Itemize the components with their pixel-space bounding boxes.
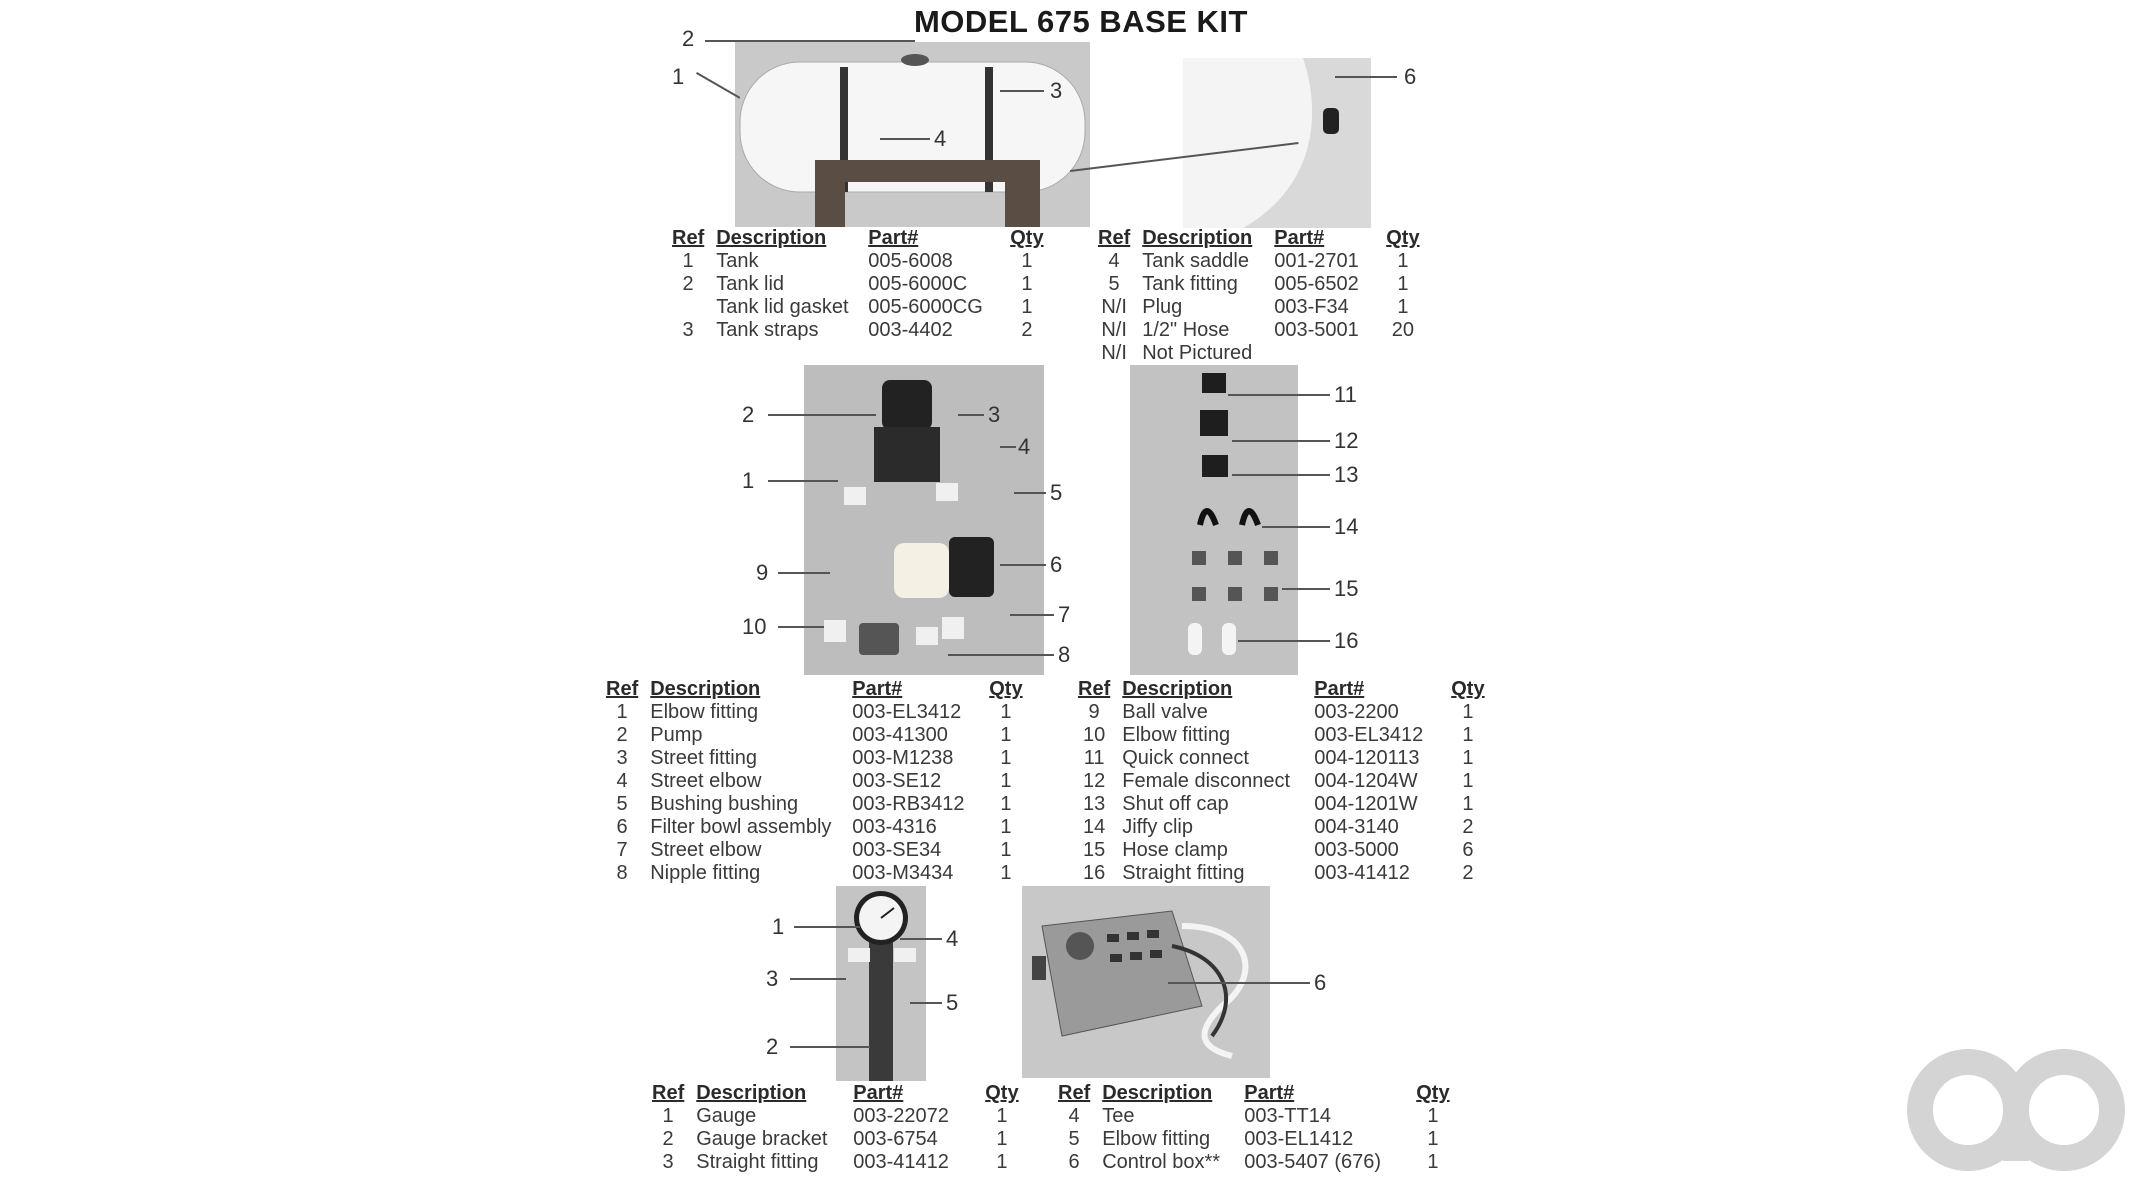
callout-10: 10 [742,614,767,639]
callout-9: 9 [756,560,769,585]
cell: 1 [1021,250,1033,272]
table-header-row [1058,1082,1462,1105]
callout-4: 4 [946,926,959,951]
cell: 003-EL3412 [1314,724,1424,746]
leader-line [790,1046,870,1048]
table-header-row [606,678,1035,701]
cell [1274,342,1386,365]
table-row [1058,1105,1462,1128]
cell: 6 [616,816,628,838]
table-header-row [1078,678,1497,701]
leader-line [1282,588,1330,590]
table-row [606,747,1035,770]
leader-line [1168,982,1310,984]
leader-line [1232,440,1330,442]
cell: 1 [1462,747,1474,769]
cell: 3 [682,319,694,341]
leader-line [768,480,838,482]
table-row [606,816,1035,839]
cell: Tank saddle [1142,250,1249,272]
ao-logo-icon [1906,1045,2126,1180]
cell: 11 [1083,747,1105,769]
cell: 10 [1082,724,1106,746]
cell: 005-6008 [868,250,953,272]
callout-2: 2 [766,1034,779,1059]
table-header-row [672,227,1056,250]
table-row [1078,724,1497,747]
col-ref: Ref [1078,678,1111,700]
cell: 1 [1000,793,1012,815]
table-row [1098,273,1432,296]
cell: 1 [1427,1105,1439,1127]
cell: 003-4316 [852,816,937,838]
cell: 1 [1021,273,1033,295]
cell: Tank fitting [1142,273,1238,295]
leader-line [900,938,942,940]
cell: 004-1204W [1314,770,1418,792]
callout-4: 4 [1018,434,1031,459]
leader-line [1238,640,1330,642]
cell: Shut off cap [1122,793,1229,815]
col-qty: Qty [985,1082,1019,1104]
col-ref: Ref [672,227,705,249]
table-row [606,701,1035,724]
table-row [1078,770,1497,793]
cell: Tank straps [716,319,819,341]
fittings-illustration [1130,365,1298,675]
cell: 4 [1108,250,1120,272]
table-row [652,1128,1031,1151]
parts-table-gauge-left [652,1082,1031,1174]
cell: 1 [1000,770,1012,792]
cell: 003-EL1412 [1244,1128,1354,1150]
cell: Quick connect [1122,747,1249,769]
cell: Tee [1102,1105,1135,1127]
col-ref: Ref [652,1082,685,1104]
cell: 003-41412 [853,1151,949,1173]
cell: 005-6502 [1274,273,1359,295]
leader-line [790,978,846,980]
callout-1: 1 [742,468,755,493]
cell: 003-RB3412 [852,793,965,815]
table-row [672,319,1056,342]
pump-assembly-photo [804,365,1044,675]
cell: 16 [1082,862,1106,884]
table-row [1078,816,1497,839]
gauge-illustration [836,886,926,1081]
leader-line [1010,614,1054,616]
fittings-photo [1130,365,1298,675]
callout-3: 3 [766,966,779,991]
gauge-photo [836,886,926,1081]
cell: 1 [1397,273,1409,295]
cell: Elbow fitting [650,701,759,723]
cell: 2 [1021,319,1033,341]
cell: 003-2200 [1314,701,1399,723]
cell: Straight fitting [696,1151,819,1173]
table-header-row [1098,227,1432,250]
cell: Filter bowl assembly [650,816,832,838]
leader-line [1000,90,1044,92]
cell: Street elbow [650,770,762,792]
callout-16: 16 [1334,628,1359,653]
leader-line [880,138,930,140]
cell: 2 [1462,816,1474,838]
cell: 2 [616,724,628,746]
col-qty: Qty [1010,227,1044,249]
cell: Street fitting [650,747,757,769]
cell: 8 [616,862,628,884]
table-row [1058,1151,1462,1174]
leader-line [1000,564,1046,566]
parts-table-tank-right [1098,227,1432,365]
cell: 005-6000CG [868,296,983,318]
callout-2: 2 [682,26,695,51]
col-part: Part# [1274,227,1325,249]
cell: 003-22072 [853,1105,949,1127]
callout-1: 1 [772,914,785,939]
cell: 005-6000C [868,273,968,295]
parts-table-tank-left [672,227,1056,342]
cell: 14 [1082,816,1106,838]
cell: 1 [1427,1128,1439,1150]
cell: 4 [616,770,628,792]
table-row [1078,862,1497,885]
col-qty: Qty [1386,227,1420,249]
leader-line [910,1002,942,1004]
col-part: Part# [868,227,919,249]
cell: 1 [1462,724,1474,746]
leader-line [705,40,915,42]
cell: 3 [616,747,628,769]
cell: 6 [1068,1151,1080,1173]
cell: 003-41412 [1314,862,1410,884]
table-row [1078,747,1497,770]
cell: 004-1201W [1314,793,1418,815]
table-row [672,250,1056,273]
cell: 1 [1000,862,1012,884]
leader-line [1228,394,1330,396]
table-row [652,1151,1031,1174]
table-row [606,724,1035,747]
cell: Ball valve [1122,701,1208,723]
cell: Gauge bracket [696,1128,828,1150]
callout-5: 5 [1050,480,1063,505]
cell: Bushing bushing [650,793,799,815]
col-part: Part# [852,678,903,700]
cell: Straight fitting [1122,862,1245,884]
table-header-row [652,1082,1031,1105]
col-qty: Qty [989,678,1023,700]
col-description: Description [1142,227,1253,249]
cell: 2 [1462,862,1474,884]
cell: 1 [996,1128,1008,1150]
cell: 5 [1068,1128,1080,1150]
cell: 2 [662,1128,674,1150]
cell: 1 [1397,250,1409,272]
cell: 003-5407 (676) [1244,1151,1382,1173]
cell: 3 [662,1151,674,1173]
leader-line [1335,76,1397,78]
col-part: Part# [853,1082,904,1104]
table-row [672,296,1056,319]
tank-photo [735,42,1090,227]
cell: Control box** [1102,1151,1221,1173]
cell: 1 [682,250,694,272]
col-description: Description [696,1082,807,1104]
leader-line [1000,446,1016,448]
cell: Hose clamp [1122,839,1228,861]
table-row [1098,250,1432,273]
callout-8: 8 [1058,642,1071,667]
table-row [1078,839,1497,862]
cell: Female disconnect [1122,770,1291,792]
cell: 1 [1000,724,1012,746]
cell: Jiffy clip [1122,816,1193,838]
callout-7: 7 [1058,602,1071,627]
cell: 1 [996,1105,1008,1127]
callout-6: 6 [1314,970,1327,995]
parts-table-pump-right [1078,678,1497,885]
cell: 1 [1397,296,1409,318]
cell: 1 [662,1105,674,1127]
cell: 7 [616,839,628,861]
callout-2: 2 [742,402,755,427]
cell: 003-5001 [1274,319,1359,341]
tank-fitting-photo [1183,58,1371,228]
cell: 15 [1082,839,1106,861]
table-row [1098,296,1432,319]
callout-12: 12 [1334,428,1359,453]
leader-line [778,626,824,628]
cell: Pump [650,724,703,746]
cell: 5 [616,793,628,815]
cell: Tank lid [716,273,785,295]
col-description: Description [716,227,827,249]
callout-6: 6 [1404,64,1417,89]
col-part: Part# [1244,1082,1295,1104]
cell: Nipple fitting [650,862,761,884]
tank-fitting-illustration [1183,58,1371,228]
table-row [606,839,1035,862]
table-row [1098,319,1432,342]
col-description: Description [650,678,761,700]
cell: 13 [1082,793,1106,815]
col-description: Description [1122,678,1233,700]
table-row [606,770,1035,793]
parts-table-pump-left [606,678,1035,885]
leader-line [794,926,860,928]
table-row [606,862,1035,885]
leader-line [948,654,1054,656]
page-title: MODEL 675 BASE KIT [913,4,1248,39]
cell: 6 [1462,839,1474,861]
callout-4: 4 [934,126,947,151]
cell: Street elbow [650,839,762,861]
cell: 12 [1082,770,1106,792]
cell: 003-SE34 [852,839,942,861]
cell: 1 [1000,816,1012,838]
cell: 1 [996,1151,1008,1173]
cell: N/I [1101,296,1127,318]
table-row [1078,701,1497,724]
cell: 003-EL3412 [852,701,962,723]
cell: 1 [1000,701,1012,723]
callout-15: 15 [1334,576,1359,601]
pump-illustration [804,365,1044,675]
cell: N/I [1101,342,1127,364]
callout-6: 6 [1050,552,1063,577]
callout-14: 14 [1334,514,1359,539]
cell: 9 [1088,701,1100,723]
cell: Not Pictured [1142,342,1253,364]
table-row [1058,1128,1462,1151]
col-description: Description [1102,1082,1213,1104]
parts-table-gauge-right [1058,1082,1462,1174]
cell: 1 [616,701,628,723]
col-ref: Ref [1058,1082,1091,1104]
leader-line [1014,492,1046,494]
col-qty: Qty [1416,1082,1450,1104]
callout-13: 13 [1334,462,1359,487]
cell: 001-2701 [1274,250,1359,272]
callout-3: 3 [988,402,1001,427]
callout-11: 11 [1334,382,1357,407]
cell: N/I [1101,319,1127,341]
leader-line [1262,526,1330,528]
callout-5: 5 [946,990,959,1015]
cell: 003-4402 [868,319,953,341]
leader-line [958,414,984,416]
cell: 003-5000 [1314,839,1399,861]
col-ref: Ref [1098,227,1131,249]
cell: Elbow fitting [1122,724,1231,746]
cell [672,296,716,319]
cell: 20 [1391,319,1415,341]
cell: 1/2" Hose [1142,319,1230,341]
table-row [606,793,1035,816]
cell: Gauge [696,1105,757,1127]
cell: 2 [682,273,694,295]
cell: 004-120113 [1314,747,1420,769]
cell: 003-SE12 [852,770,942,792]
callout-3: 3 [1050,78,1063,103]
tank-illustration [735,42,1090,227]
cell: 003-M1238 [852,747,954,769]
cell: Tank [716,250,759,272]
leader-line [768,414,876,416]
table-row [672,273,1056,296]
cell: 003-F34 [1274,296,1349,318]
leader-line [696,72,740,99]
callout-1: 1 [672,64,685,89]
cell: 1 [1000,839,1012,861]
cell: 003-41300 [852,724,948,746]
cell: 1 [1462,770,1474,792]
col-ref: Ref [606,678,639,700]
table-row [652,1105,1031,1128]
cell: 003-M3434 [852,862,954,884]
cell: Tank lid gasket [716,296,849,318]
cell: 1 [1462,793,1474,815]
cell: 003-6754 [853,1128,938,1150]
cell: 1 [1427,1151,1439,1173]
cell: 004-3140 [1314,816,1399,838]
col-qty: Qty [1451,678,1485,700]
cell: Plug [1142,296,1183,318]
cell: 1 [1462,701,1474,723]
col-part: Part# [1314,678,1365,700]
cell: Elbow fitting [1102,1128,1211,1150]
table-row [1098,342,1432,365]
cell: 1 [1000,747,1012,769]
leader-line [778,572,830,574]
cell: 4 [1068,1105,1080,1127]
cell: 003-TT14 [1244,1105,1331,1127]
table-row [1078,793,1497,816]
leader-line [1232,474,1330,476]
cell: 1 [1021,296,1033,318]
cell [1386,342,1431,365]
cell: 5 [1108,273,1120,295]
